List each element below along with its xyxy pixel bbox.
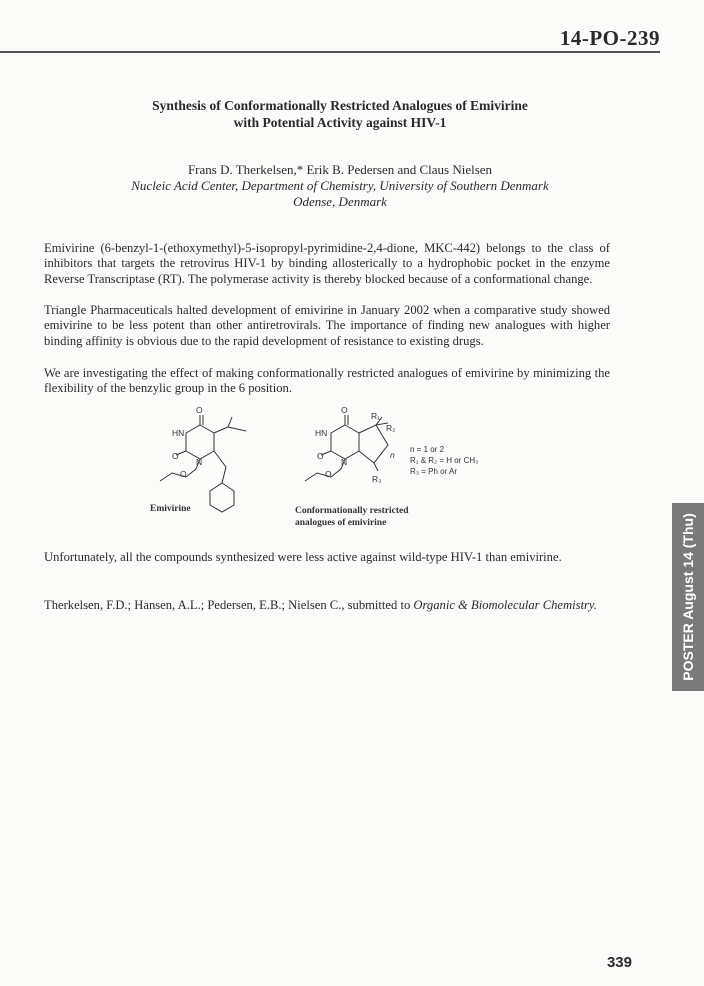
analogue-atom-o: O (341, 405, 348, 415)
paragraph-intro: Emivirine (6-benzyl-1-(ethoxymethyl)-5-isopropyl-pyrimidine-2,4-dione, MKC-442) belongs to the class of inhibitors that targets the retrovirus HIV-1 by binding allosterically to a hydrophobic pocket in the enzyme Reverse Transcriptase (RT). The polymerase activity is thereby blocked because of a conformational change. (44, 241, 610, 286)
substituent-r2: R₂ (386, 423, 396, 433)
substituent-r1: R₁ (371, 411, 381, 421)
analogue-atom-o-2: O (317, 451, 324, 461)
paragraph-development: Triangle Pharmaceuticals halted development of emivirine in January 2002 when a comparative study showed emivirine to be less potent than other antiretrovirals. The importance of finding new analogues with higher binding affinity is obvious due to the rapid development of resistance to existing drugs. (44, 303, 610, 348)
emivirine-atom-o: O (196, 405, 203, 415)
chemical-structures-figure (150, 405, 510, 540)
analogue-atom-hn: HN (315, 428, 328, 438)
analogue-caption-line-1: Conformationally restricted (295, 506, 409, 516)
emivirine-atom-n: N (196, 457, 203, 467)
affiliation-line-2: Odense, Denmark (293, 194, 387, 209)
reference (44, 598, 610, 613)
paragraph-conclusion: Unfortunately, all the compounds synthesized were less active against wild-type HIV-1 than emivirine. (44, 550, 562, 564)
emivirine-caption: Emivirine (150, 504, 191, 514)
title-line-2: with Potential Activity against HIV-1 (233, 115, 447, 130)
page-number: 339 (606, 954, 632, 971)
legend-line-2: R₁ & R₂ = H or CH₃ (410, 456, 479, 465)
legend-line-1: n = 1 or 2 (410, 445, 445, 454)
analogue-caption-line-2: analogues of emivirine (295, 518, 387, 528)
emivirine-atom-o-3: O (180, 469, 187, 479)
poster-side-tab-label: POSTER August 14 (Thu) (680, 513, 696, 681)
emivirine-atom-o-2: O (172, 451, 179, 461)
author-list: Frans D. Therkelsen,* Erik B. Pedersen and Claus Nielsen (187, 162, 493, 177)
legend-line-3: R₃ = Ph or Ar (410, 467, 458, 476)
header-rule (0, 51, 660, 53)
title-line-1: Synthesis of Conformationally Restricted Analogues of Emivirine (152, 98, 528, 113)
paragraph-investigation: We are investigating the effect of making conformationally restricted analogues of emivirine by minimizing the flexibility of the benzylic group in the 6 position. (44, 366, 610, 396)
analogue-atom-o-3: O (325, 469, 332, 479)
abstract-code: 14-PO-239 (559, 26, 660, 50)
substituent-r3: R₃ (372, 474, 382, 484)
ring-size-n: n (390, 450, 395, 460)
poster-side-tab (672, 503, 704, 691)
reference-authors: Therkelsen, F.D.; Hansen, A.L.; Pedersen, E.B.; Nielsen C., submitted to (44, 598, 414, 612)
reference-journal: Organic & Biomolecular Chemistry. (413, 598, 597, 612)
affiliation-line-1: Nucleic Acid Center, Department of Chemistry, University of Southern Denmark (131, 178, 549, 193)
analogue-atom-n: N (341, 457, 348, 467)
emivirine-atom-hn: HN (172, 428, 185, 438)
